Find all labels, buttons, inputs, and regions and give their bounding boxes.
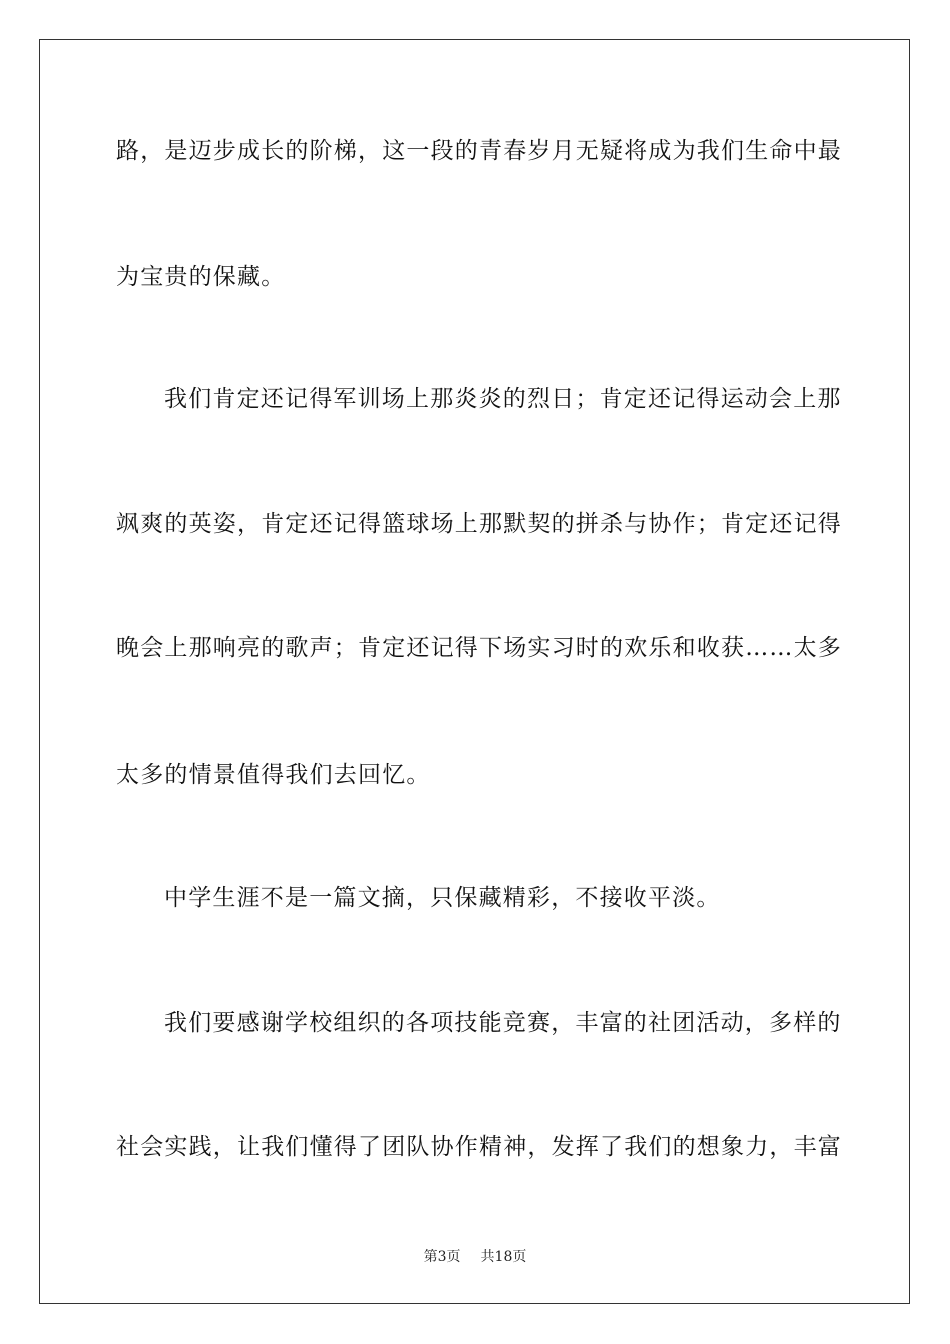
paragraph-line: 晚会上那响亮的歌声；肯定还记得下场实习时的欢乐和收获……太多 (116, 635, 842, 661)
page-total: 共18页 (480, 1249, 527, 1265)
page-footer (0, 1247, 950, 1267)
paragraph-line: 飒爽的英姿，肯定还记得篮球场上那默契的拼杀与协作；肯定还记得 (116, 511, 842, 537)
page-number: 第3页 (423, 1249, 461, 1265)
paragraph-line: 我们要感谢学校组织的各项技能竞赛，丰富的社团活动，多样的 (164, 1010, 842, 1036)
paragraph-line: 中学生涯不是一篇文摘，只保藏精彩，不接收平淡。 (164, 885, 721, 911)
paragraph-line: 为宝贵的保藏。 (116, 264, 286, 290)
paragraph-line: 我们肯定还记得军训场上那炎炎的烈日；肯定还记得运动会上那 (164, 386, 842, 412)
page-frame (39, 39, 910, 1304)
paragraph-line: 太多的情景值得我们去回忆。 (116, 762, 431, 788)
paragraph-line: 社会实践，让我们懂得了团队协作精神，发挥了我们的想象力，丰富 (116, 1134, 842, 1160)
paragraph-line: 路，是迈步成长的阶梯，这一段的青春岁月无疑将成为我们生命中最 (116, 138, 842, 164)
